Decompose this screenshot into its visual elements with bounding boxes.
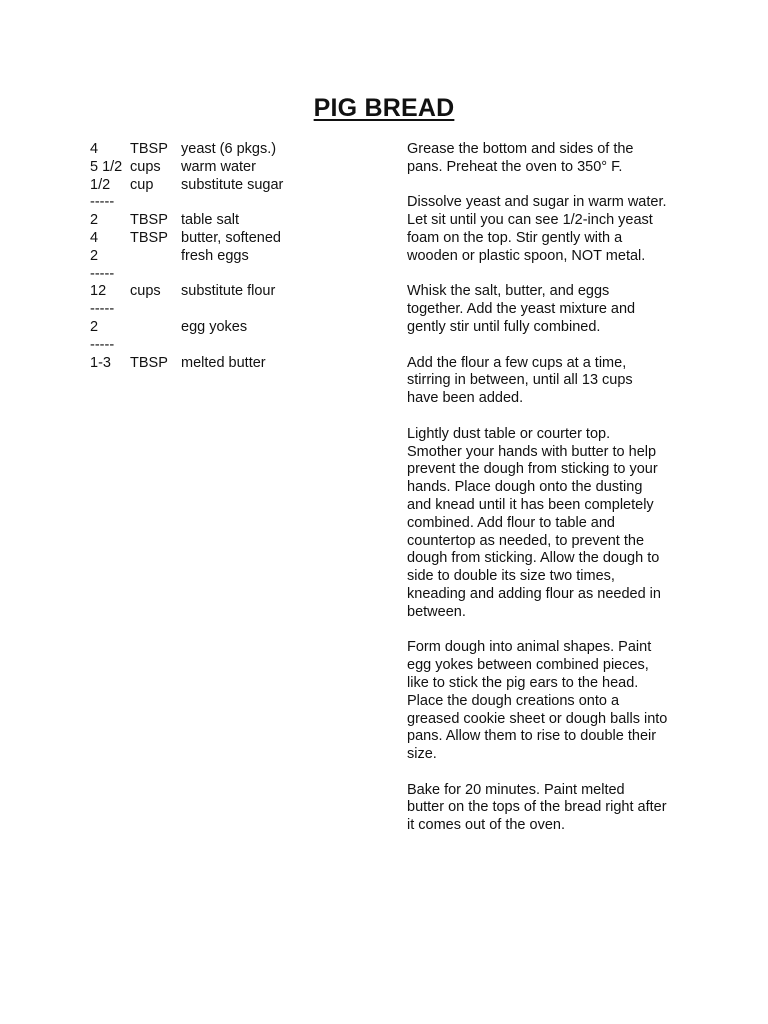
ingredient-row xyxy=(90,230,390,248)
ingredient-name: substitute flour xyxy=(181,283,276,300)
ingredient-unit: cup xyxy=(130,176,154,193)
instruction-step: Dissolve yeast and sugar in warm water. Let sit until you can see 1/2-inch yeast foam on the top. Stir gently with a wooden or plastic spoon, NOT metal. xyxy=(407,194,667,264)
instruction-step: Form dough into animal shapes. Paint egg yokes between combined pieces, like to stick the pig ears to the head. Place the dough creations onto a greased cookie sheet or dough balls into pans. Allow them to rise to double their size. xyxy=(407,639,668,763)
ingredient-row xyxy=(90,141,390,159)
ingredient-row xyxy=(90,355,390,373)
ingredient-separator: ----- xyxy=(90,336,115,353)
instruction-step: Add the flour a few cups at a time, stirring in between, until all 13 cups have been added. xyxy=(407,354,633,407)
ingredient-unit: TBSP xyxy=(130,212,168,229)
ingredient-name: butter, softened xyxy=(181,229,281,246)
ingredient-quantity: 2 xyxy=(90,318,99,335)
instruction-step: Lightly dust table or courter top. Smother your hands with butter to help prevent the dough from sticking to your hands. Place dough onto the dusting and knead until it has been completely combined. Add flour to table and countertop as needed, to prevent the dough from sticking. Allow the dough to side to double its size two times, kneading and adding flour as needed in between. xyxy=(407,425,661,620)
ingredient-name: melted butter xyxy=(181,354,266,371)
recipe-title xyxy=(0,92,768,124)
ingredient-name: fresh eggs xyxy=(181,247,249,264)
ingredient-name: egg yokes xyxy=(181,318,248,335)
ingredient-name: yeast (6 pkgs.) xyxy=(181,141,277,157)
ingredient-unit: TBSP xyxy=(130,354,168,371)
instruction-step: Grease the bottom and sides of the pans. Preheat the oven to 350° F. xyxy=(407,141,634,175)
ingredient-row xyxy=(90,248,390,266)
ingredient-separator: ----- xyxy=(90,194,115,211)
ingredient-unit: TBSP xyxy=(130,141,168,157)
ingredient-unit: cups xyxy=(130,158,161,175)
ingredient-name: substitute sugar xyxy=(181,176,284,193)
ingredient-unit: cups xyxy=(130,283,161,300)
instruction-list xyxy=(407,141,697,853)
ingredient-separator: ----- xyxy=(90,265,115,282)
ingredient-quantity: 12 xyxy=(90,283,107,300)
ingredient-quantity: 5 1/2 xyxy=(90,158,123,175)
ingredient-separator: ----- xyxy=(90,301,115,318)
ingredient-quantity: 1/2 xyxy=(90,176,111,193)
recipe-title-text: PIG BREAD xyxy=(313,94,455,122)
ingredient-row xyxy=(90,177,390,195)
ingredient-name: warm water xyxy=(181,158,256,175)
ingredient-name: table salt xyxy=(181,212,240,229)
ingredient-quantity: 2 xyxy=(90,247,99,264)
ingredient-list xyxy=(90,141,390,372)
instruction-step: Bake for 20 minutes. Paint melted butter on the tops of the bread right after it comes out of the oven. xyxy=(407,781,667,834)
ingredient-quantity: 4 xyxy=(90,229,99,246)
ingredient-quantity: 1-3 xyxy=(90,354,111,371)
ingredient-row xyxy=(90,319,390,337)
ingredient-quantity: 4 xyxy=(90,141,99,157)
ingredient-row xyxy=(90,212,390,230)
ingredient-quantity: 2 xyxy=(90,212,99,229)
ingredient-row xyxy=(90,159,390,177)
ingredient-row xyxy=(90,283,390,301)
instruction-step: Whisk the salt, butter, and eggs together. Add the yeast mixture and gently stir until fully combined. xyxy=(407,283,636,335)
ingredient-unit: TBSP xyxy=(130,229,168,246)
